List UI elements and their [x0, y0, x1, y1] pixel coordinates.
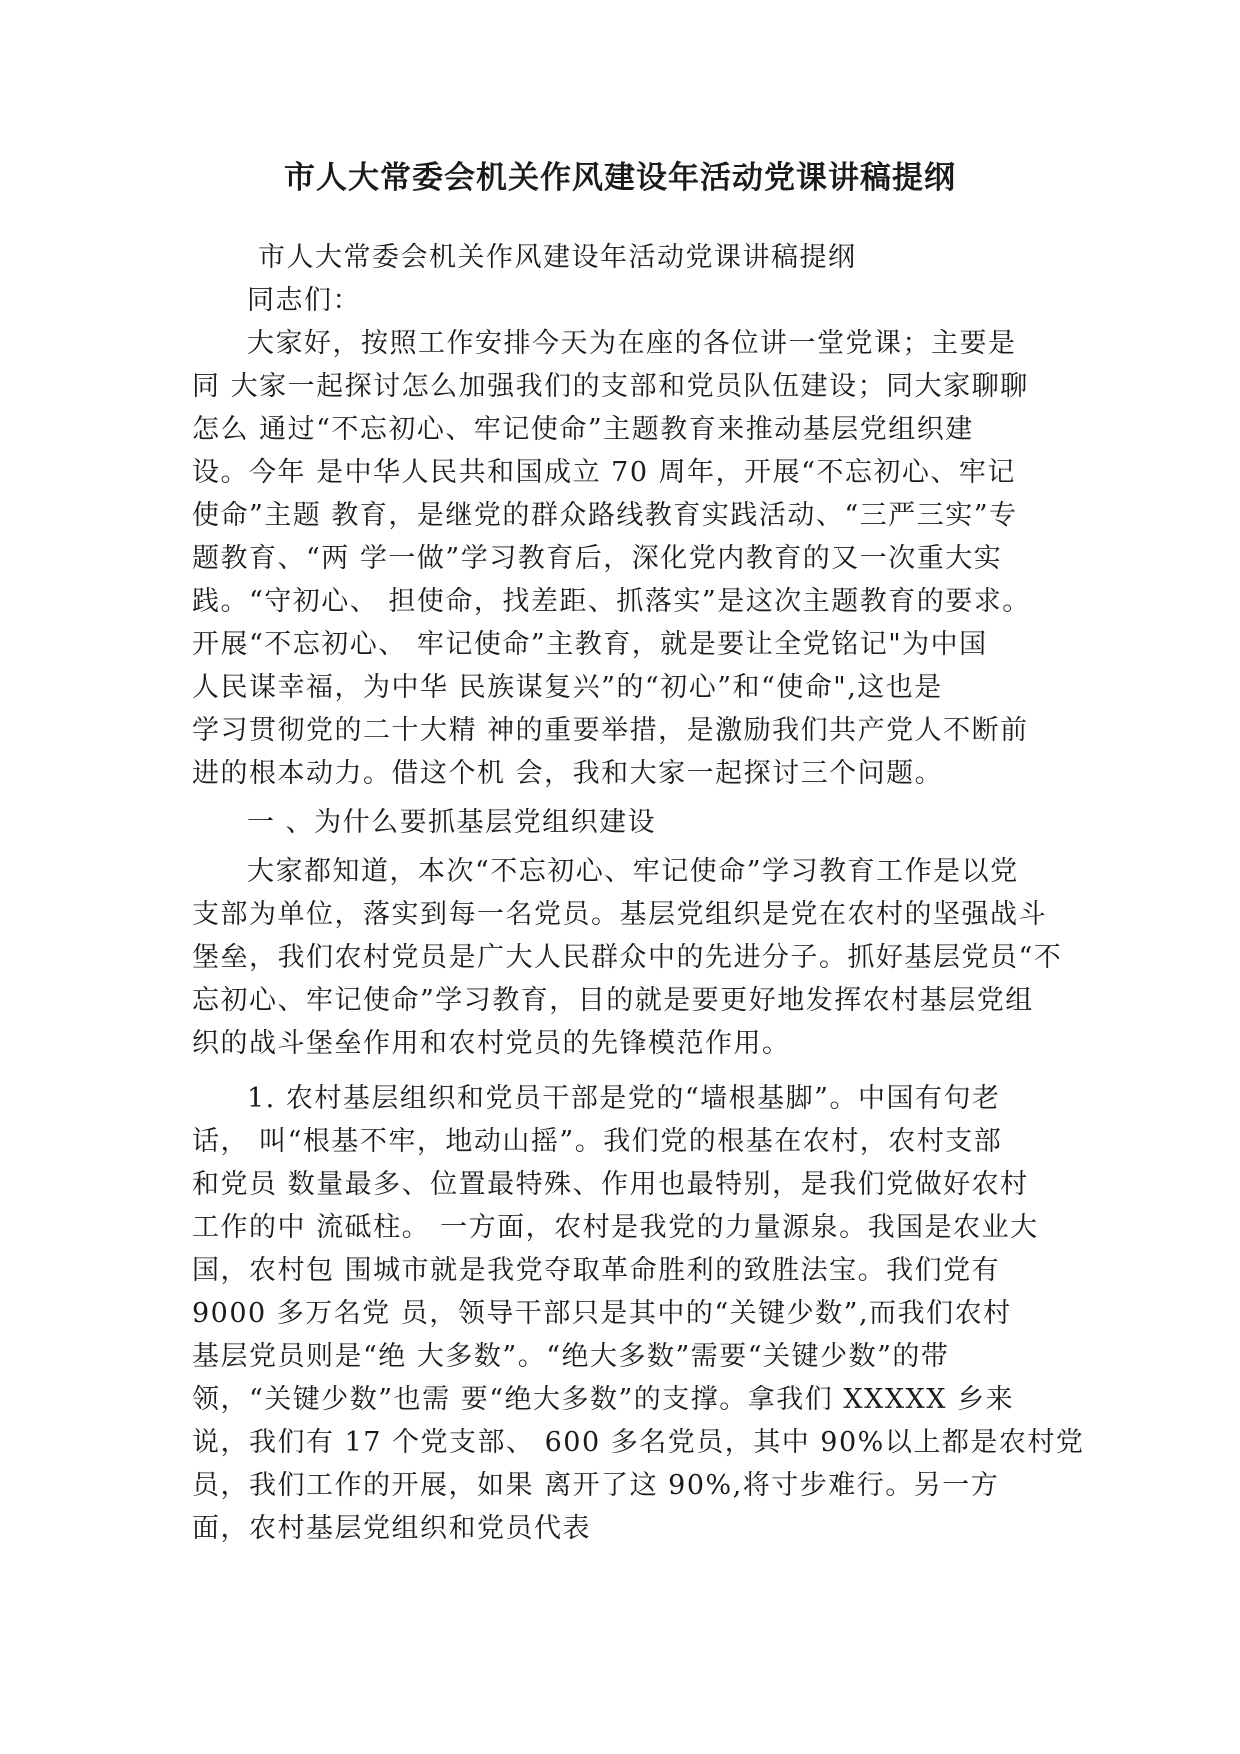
- paragraph-line: 忘初心、牢记使命”学习教育，目的就是要更好地发挥农村基层党组: [192, 985, 1034, 1016]
- paragraph-line: 和党员 数量最多、位置最特殊、作用也最特别，是我们党做好农村: [192, 1169, 1029, 1200]
- paragraph-line: 开展“不忘初心、 牢记使命”主教育，就是要让全党铭记"为中国: [192, 629, 988, 660]
- document-body: [192, 236, 1085, 1550]
- paragraph-line: 堡垒，我们农村党员是广大人民群众中的先进分子。抓好基层党员“不: [192, 942, 1063, 973]
- paragraph-line: 同 大家一起探讨怎么加强我们的支部和党员队伍建设；同大家聊聊: [192, 371, 1029, 402]
- paragraph-1: [192, 322, 1052, 795]
- paragraph-line: 怎么 通过“不忘初心、牢记使命”主题教育来推动基层党组织建: [192, 414, 974, 445]
- paragraph-line: 题教育、“两 学一做”学习教育后，深化党内教育的又一次重大实: [192, 543, 1003, 574]
- paragraph-2: [192, 850, 1063, 1065]
- paragraph-3: [192, 1077, 1085, 1550]
- paragraph-line: 领，“关键少数”也需 要“绝大多数”的支撑。拿我们 XXXXX 乡来: [192, 1384, 1015, 1415]
- document-title: 市人大常委会机关作风建设年活动党课讲稿提纲: [284, 160, 956, 196]
- paragraph-line: 支部为单位，落实到每一名党员。基层党组织是党在农村的坚强战斗: [192, 899, 1047, 930]
- paragraph-line: 国，农村包 围城市就是我党夺取革命胜利的致胜法宝。我们党有: [192, 1255, 1001, 1286]
- salutation: 同志们：: [247, 285, 361, 316]
- paragraph-line: 设。今年 是中华人民共和国成立 70 周年，开展“不忘初心、牢记: [192, 457, 1016, 488]
- document-subtitle: 市人大常委会机关作风建设年活动党课讲稿提纲: [258, 242, 857, 273]
- paragraph-line: 使命”主题 教育，是继党的群众路线教育实践活动、“三严三实”专: [192, 500, 1018, 531]
- paragraph-line: 工作的中 流砥柱。 一方面，农村是我党的力量源泉。我国是农业大: [192, 1212, 1039, 1243]
- paragraph-line: 话， 叫“根基不牢，地动山摇”。我们党的根基在农村，农村支部: [192, 1126, 1003, 1157]
- paragraph-line: 进的根本动力。借这个机 会，我和大家一起探讨三个问题。: [192, 758, 944, 789]
- paragraph-line: 织的战斗堡垒作用和农村党员的先锋模范作用。: [192, 1028, 791, 1059]
- paragraph-line: 基层党员则是“绝 大多数”。“绝大多数”需要“关键少数”的带: [192, 1341, 950, 1372]
- paragraph-line: 大家都知道，本次“不忘初心、牢记使命”学习教育工作是以党: [247, 856, 1019, 887]
- paragraph-line: 1. 农村基层组织和党员干部是党的“墙根基脚”。中国有句老: [247, 1083, 1001, 1114]
- paragraph-line: 面，农村基层党组织和党员代表: [192, 1513, 591, 1544]
- paragraph-line: 学习贯彻党的二十大精 神的重要举措，是激励我们共产党人不断前: [192, 715, 1029, 746]
- paragraph-line: 人民谋幸福，为中华 民族谋复兴”的“初心”和“使命",这也是: [192, 672, 943, 703]
- paragraph-line: 9000 多万名党 员，领导干部只是其中的“关键少数”,而我们农村: [192, 1298, 1012, 1329]
- paragraph-line: 员，我们工作的开展，如果 离开了这 90%,将寸步难行。另一方: [192, 1470, 1000, 1501]
- paragraph-line: 践。“守初心、 担使命，找差距、抓落实”是这次主题教育的要求。: [192, 586, 1031, 617]
- section-heading: 一 、为什么要抓基层党组织建设: [247, 807, 657, 838]
- paragraph-line: 说，我们有 17 个党支部、 600 多名党员，其中 90%以上都是农村党: [192, 1427, 1085, 1458]
- paragraph-line: 大家好，按照工作安排今天为在座的各位讲一堂党课；主要是: [247, 328, 1017, 359]
